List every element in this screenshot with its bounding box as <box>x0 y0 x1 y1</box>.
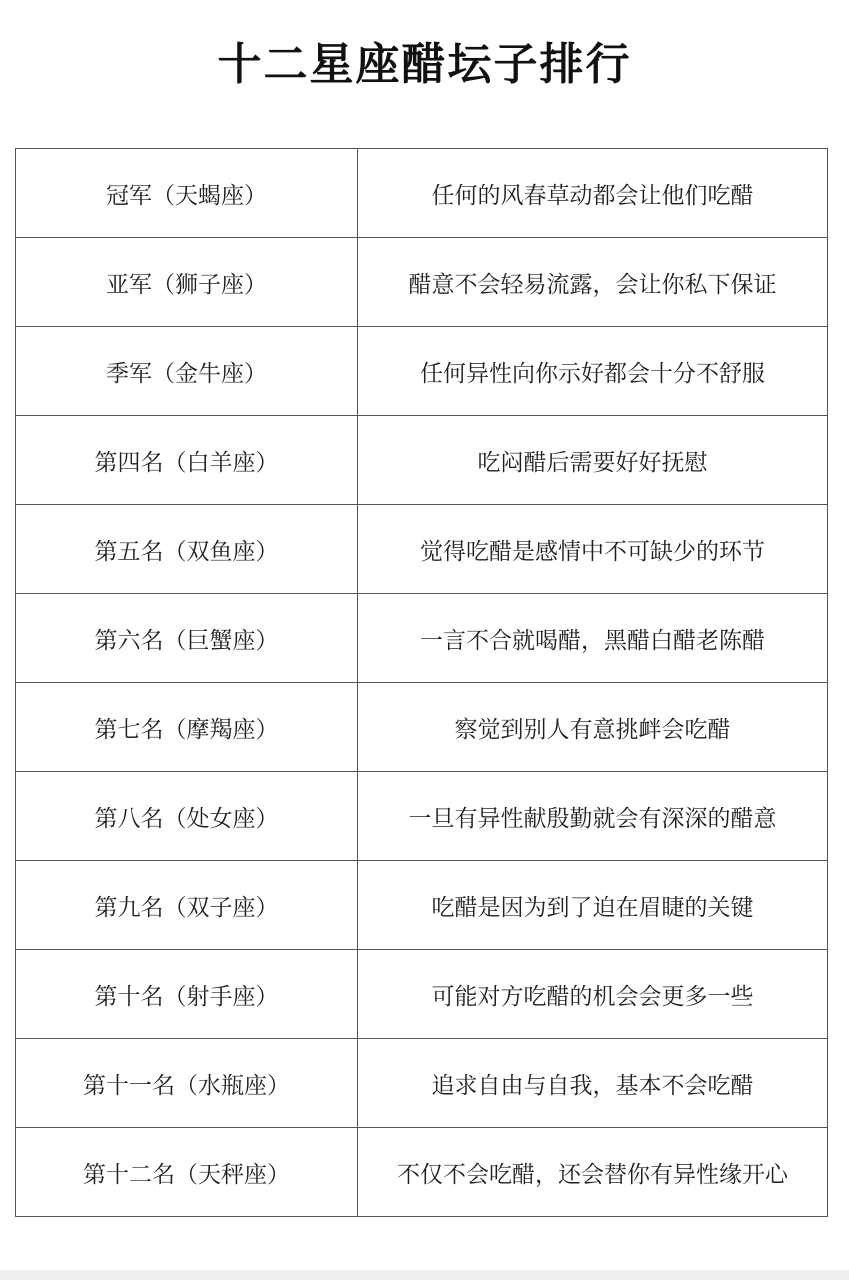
description-cell: 吃醋是因为到了迫在眉睫的关键 <box>358 861 828 950</box>
description-cell: 任何异性向你示好都会十分不舒服 <box>358 327 828 416</box>
table-row <box>16 861 828 950</box>
rank-cell: 第四名（白羊座） <box>16 416 358 505</box>
description-cell: 察觉到别人有意挑衅会吃醋 <box>358 683 828 772</box>
rank-cell: 第七名（摩羯座） <box>16 683 358 772</box>
table-row <box>16 327 828 416</box>
description-cell: 吃闷醋后需要好好抚慰 <box>358 416 828 505</box>
rank-cell: 第十名（射手座） <box>16 950 358 1039</box>
rank-cell: 亚军（狮子座） <box>16 238 358 327</box>
table-row <box>16 149 828 238</box>
description-cell: 醋意不会轻易流露，会让你私下保证 <box>358 238 828 327</box>
description-cell: 追求自由与自我，基本不会吃醋 <box>358 1039 828 1128</box>
table-row <box>16 594 828 683</box>
description-cell: 一言不合就喝醋，黑醋白醋老陈醋 <box>358 594 828 683</box>
rank-cell: 冠军（天蝎座） <box>16 149 358 238</box>
description-cell: 一旦有异性献殷勤就会有深深的醋意 <box>358 772 828 861</box>
table-row <box>16 238 828 327</box>
table-row <box>16 416 828 505</box>
description-cell: 任何的风春草动都会让他们吃醋 <box>358 149 828 238</box>
rank-cell: 第十一名（水瓶座） <box>16 1039 358 1128</box>
ranking-table <box>15 148 828 1217</box>
rank-cell: 第十二名（天秤座） <box>16 1128 358 1217</box>
table-row <box>16 505 828 594</box>
bottom-divider <box>0 1270 849 1280</box>
description-cell: 可能对方吃醋的机会会更多一些 <box>358 950 828 1039</box>
rank-cell: 第六名（巨蟹座） <box>16 594 358 683</box>
rank-cell: 季军（金牛座） <box>16 327 358 416</box>
description-cell: 觉得吃醋是感情中不可缺少的环节 <box>358 505 828 594</box>
table-row <box>16 1128 828 1217</box>
rank-cell: 第九名（双子座） <box>16 861 358 950</box>
rank-cell: 第五名（双鱼座） <box>16 505 358 594</box>
table-row <box>16 772 828 861</box>
table-row <box>16 1039 828 1128</box>
description-cell: 不仅不会吃醋，还会替你有异性缘开心 <box>358 1128 828 1217</box>
table-row <box>16 950 828 1039</box>
rank-cell: 第八名（处女座） <box>16 772 358 861</box>
page-title: 十二星座醋坛子排行 <box>217 39 632 90</box>
table-row <box>16 683 828 772</box>
